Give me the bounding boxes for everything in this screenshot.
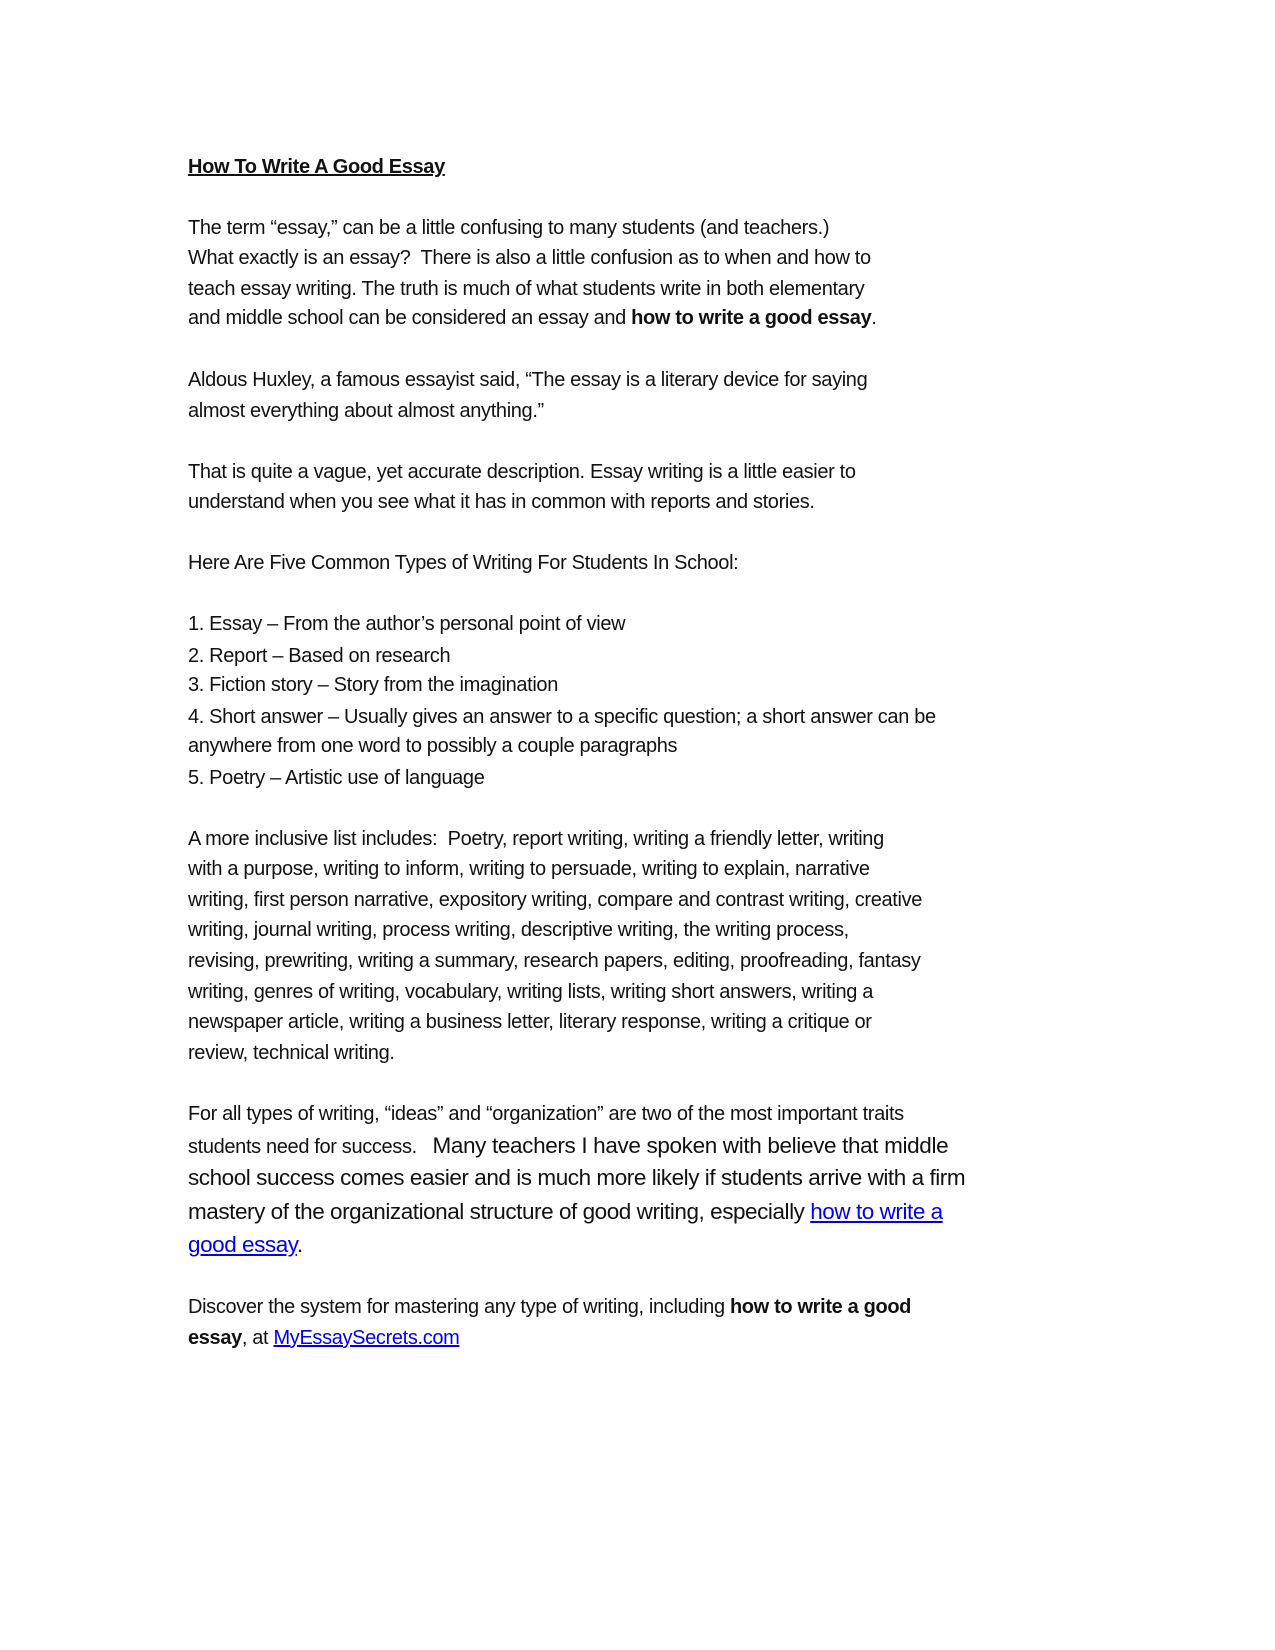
text-span: 4. Short answer – Usually gives an answer to a specific question; a short answer can be <box>188 706 936 728</box>
text-line <box>188 367 867 393</box>
text-line <box>188 887 922 913</box>
text-line <box>188 276 864 302</box>
text-span: The term “essay,” can be a little confusing to many students (and teachers.) <box>188 217 830 239</box>
text-span: almost everything about almost anything.” <box>188 400 544 422</box>
text-span: , at <box>241 1327 274 1349</box>
text-line <box>188 704 936 730</box>
text-line <box>188 459 856 485</box>
text-span: Many teachers I have spoken with believe that middle <box>432 1133 949 1158</box>
text-line <box>188 1009 872 1035</box>
text-span: 2. Report – Based on research <box>188 645 451 667</box>
text-span: A more inclusive list includes: Poetry, report writing, writing a friendly letter, writing <box>188 828 884 850</box>
text-line <box>188 550 738 576</box>
text-span: writing, genres of writing, vocabulary, writing lists, writing short answers, writing a <box>188 981 873 1003</box>
text-span: writing, journal writing, process writing, descriptive writing, the writing process, <box>188 919 849 941</box>
document-title: How To Write A Good Essay <box>188 156 445 178</box>
text-span: 1. Essay – From the author’s personal point of view <box>188 613 626 635</box>
text-line <box>188 1165 965 1191</box>
text-line <box>188 1325 459 1351</box>
text-span: That is quite a vague, yet accurate description. Essay writing is a little easier to <box>188 461 856 483</box>
hyperlink[interactable]: how to write a <box>810 1199 943 1224</box>
text-line <box>188 979 873 1005</box>
text-span: anywhere from one word to possibly a couple paragraphs <box>188 735 678 757</box>
text-line <box>188 672 558 698</box>
text-line <box>188 643 450 669</box>
text-span: . <box>296 1232 303 1257</box>
text-span: What exactly is an essay? There is also a little confusion as to when and how to <box>188 247 871 269</box>
text-span: understand when you see what it has in common with reports and stories. <box>188 491 815 513</box>
text-span: Discover the system for mastering any type of writing, including <box>188 1296 730 1318</box>
bold-text: essay <box>188 1327 242 1349</box>
text-span: newspaper article, writing a business letter, literary response, writing a critique or <box>188 1011 872 1033</box>
hyperlink[interactable]: good essay <box>188 1232 297 1257</box>
text-line <box>188 917 849 943</box>
text-span: review, technical writing. <box>188 1042 395 1064</box>
text-span: school success comes easier and is much more likely if students arrive with a firm <box>188 1165 966 1190</box>
text-line <box>188 1101 904 1127</box>
text-line <box>188 1133 948 1160</box>
text-line <box>188 1199 943 1225</box>
text-line <box>188 733 677 759</box>
text-line <box>188 611 625 637</box>
text-line <box>188 765 484 791</box>
text-line <box>188 1232 303 1258</box>
text-span: mastery of the organizational structure of good writing, especially <box>188 1199 811 1224</box>
text-line <box>188 1294 911 1320</box>
text-span: For all types of writing, “ideas” and “organization” are two of the most important traits <box>188 1103 904 1125</box>
text-span: . <box>871 307 877 329</box>
text-span: 3. Fiction story – Story from the imagination <box>188 674 558 696</box>
text-span: Aldous Huxley, a famous essayist said, “The essay is a literary device for saying <box>188 369 868 391</box>
text-span: writing, first person narrative, expository writing, compare and contrast writing, creative <box>188 889 923 911</box>
text-line <box>188 489 815 515</box>
text-line <box>188 856 870 882</box>
text-line <box>188 1040 395 1066</box>
text-line <box>188 398 544 424</box>
text-span: students need for success. <box>188 1136 433 1158</box>
text-span: with a purpose, writing to inform, writing to persuade, writing to explain, narrative <box>188 858 870 880</box>
text-span: Here Are Five Common Types of Writing For Students In School: <box>188 552 739 574</box>
text-line <box>188 826 884 852</box>
text-span: teach essay writing. The truth is much of what students write in both elementary <box>188 278 865 300</box>
text-line <box>188 215 829 241</box>
bold-text: how to write a good <box>729 1296 912 1318</box>
text-line <box>188 245 871 271</box>
bold-text: how to write a good essay <box>631 307 872 329</box>
text-span: and middle school can be considered an essay and <box>188 307 632 329</box>
text-span: revising, prewriting, writing a summary, research papers, editing, proofreading, fantasy <box>188 950 921 972</box>
text-line <box>188 305 877 331</box>
text-span: 5. Poetry – Artistic use of language <box>188 767 485 789</box>
hyperlink[interactable]: MyEssaySecrets.com <box>273 1327 460 1349</box>
text-line <box>188 948 921 974</box>
